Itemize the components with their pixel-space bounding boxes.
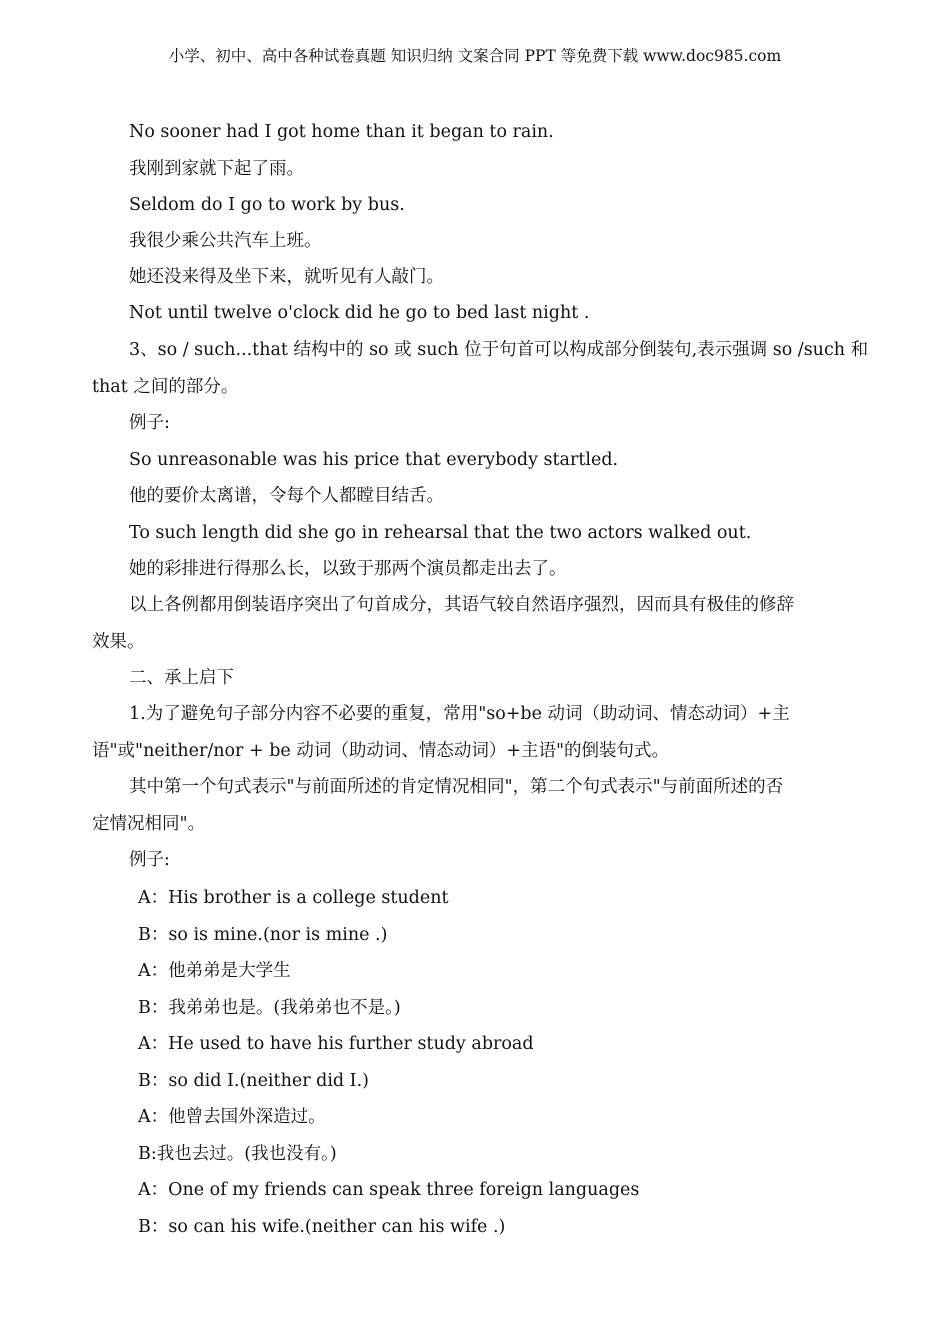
dialogue-line: B：我弟弟也是。(我弟弟也不是。) [138,998,401,1018]
text-line: So unreasonable was his price that everybody startled. [129,450,619,470]
text-line: 他的要价太离谱，令每个人都瞠目结舌。 [129,486,444,506]
dialogue-line: A：His brother is a college student [138,888,449,908]
dialogue-line: A：He used to have his further study abroad [138,1034,534,1054]
text-line: 她的彩排进行得那么长，以致于那两个演员都走出去了。 [129,559,567,579]
dialogue-line: A：他弟弟是大学生 [138,961,291,981]
text-line: 语"或"neither/nor + be 动词（助动词、情态动词）+主语"的倒装句式。 [92,741,670,761]
text-line: 效果。 [92,632,145,652]
text-line: 我刚到家就下起了雨。 [129,159,304,179]
text-line: Seldom do I go to work by bus. [129,195,405,215]
dialogue-line: A：他曾去国外深造过。 [138,1107,326,1127]
dialogue-line: B：so did I.(neither did I.) [138,1071,369,1091]
dialogue-line: B：so is mine.(nor is mine .) [138,925,388,945]
section-heading: 二、承上启下 [129,668,234,688]
text-line: 她还没来得及坐下来，就听见有人敲门。 [129,267,444,287]
text-line: 定情况相同"。 [92,814,206,834]
text-line: 3、so / such...that 结构中的 so 或 such 位于句首可以构成部分倒装句,表示强调 so /such 和 [129,340,869,360]
text-line: Not until twelve o'clock did he go to bed last night . [129,303,590,323]
dialogue-line: B:我也去过。(我也没有。) [138,1144,337,1164]
text-line: 我很少乘公共汽车上班。 [129,231,322,251]
text-line: 以上各例都用倒装语序突出了句首成分，其语气较自然语序强烈，因而具有极佳的修辞 [129,595,794,615]
page-header: 小学、初中、高中各种试卷真题 知识归纳 文案合同 PPT 等免费下载 www.doc985.com [168,47,782,65]
text-line: 1.为了避免句子部分内容不必要的重复，常用"so+be 动词（助动词、情态动词）+主 [129,704,790,724]
text-line: No sooner had I got home than it began to rain. [129,122,554,142]
text-line: To such length did she go in rehearsal that the two actors walked out. [129,523,752,543]
text-line: 例子: [129,413,170,433]
text-line: 例子: [129,850,170,870]
text-line: 其中第一个句式表示"与前面所述的肯定情况相同"，第二个句式表示"与前面所述的否 [129,777,784,797]
dialogue-line: B：so can his wife.(neither can his wife .) [138,1217,506,1237]
dialogue-line: A：One of my friends can speak three foreign languages [138,1180,640,1200]
text-line: that 之间的部分。 [92,377,239,397]
